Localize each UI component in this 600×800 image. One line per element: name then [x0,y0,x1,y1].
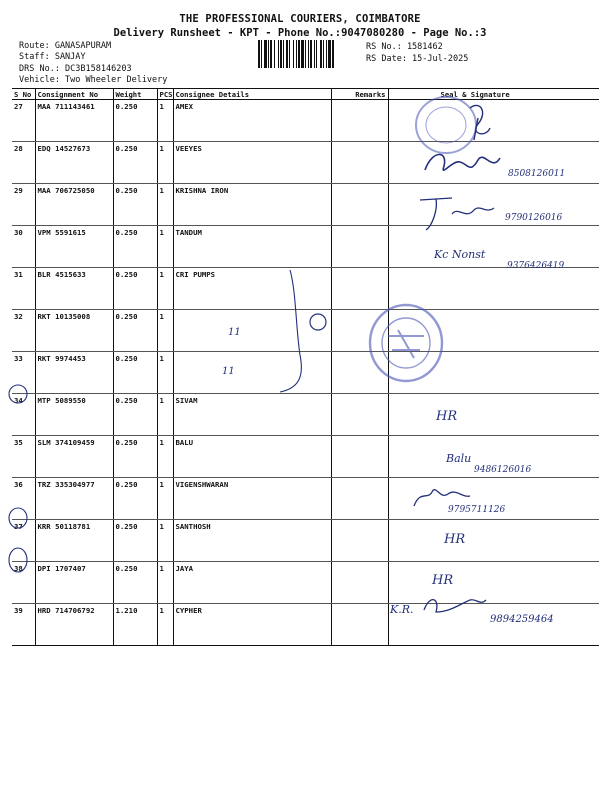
table-row [12,562,599,604]
hr-34: HR [436,409,458,424]
ditto-mark-1: 11 [228,327,241,338]
row-pcs: 1 [157,268,173,310]
barcode-bar [274,40,275,68]
row-consignee: JAYA [173,562,331,604]
barcode-bar [289,40,290,68]
row-weight: 0.250 [113,394,157,436]
row-remarks [331,604,388,646]
barcode-bar [301,40,304,68]
table-row [12,436,599,478]
row-sno: 27 [12,100,35,142]
row-pcs: 1 [157,352,173,394]
row-pcs: 1 [157,394,173,436]
row-pcs: 1 [157,310,173,352]
row-weight: 0.250 [113,436,157,478]
barcode-bar [270,40,272,68]
row-weight: 0.250 [113,100,157,142]
row-pcs: 1 [157,100,173,142]
row-pcs: 1 [157,184,173,226]
row-consignment-no: HRD 714706792 [35,604,113,646]
phone-29: 9790126016 [505,213,563,223]
barcode-bar [280,40,282,68]
row-seal-signature [388,100,599,142]
col-header-remarks: Remarks [331,89,388,100]
row-consignee [173,310,331,352]
row-weight: 0.250 [113,184,157,226]
row-seal-signature [388,520,599,562]
hr-37: HR [444,532,466,547]
row-consignee: BALU [173,436,331,478]
barcode-bar [332,40,334,68]
row-weight: 1.210 [113,604,157,646]
rs-date-field: RS Date: 15-Jul-2025 [366,54,469,64]
row-sno: 30 [12,226,35,268]
row-seal-signature [388,268,599,310]
row-weight: 0.250 [113,226,157,268]
barcode-bar [323,40,324,68]
row-pcs: 1 [157,604,173,646]
name-35: Balu [446,452,472,465]
table-row [12,310,599,352]
row-remarks [331,100,388,142]
row-consignee: AMEX [173,100,331,142]
row-weight: 0.250 [113,520,157,562]
row-pcs: 1 [157,478,173,520]
row-consignee: SANTHOSH [173,520,331,562]
barcode-bar [261,40,262,68]
phone-36: 9795711126 [448,505,506,515]
row-seal-signature [388,604,599,646]
row-pcs: 1 [157,520,173,562]
row-weight: 0.250 [113,562,157,604]
table-row [12,100,599,142]
table-row [12,142,599,184]
row-weight: 0.250 [113,142,157,184]
barcode-bar [314,40,315,68]
row-consignee [173,352,331,394]
drs-field: DRS No.: DC3B158146203 [19,64,132,74]
row-pcs: 1 [157,226,173,268]
row-sno: 34 [12,394,35,436]
table-row [12,268,599,310]
barcode-bar [286,40,288,68]
row-consignment-no: RKT 9974453 [35,352,113,394]
hr-38: HR [432,573,454,588]
row-remarks [331,310,388,352]
barcode-bar [296,40,297,68]
row-seal-signature [388,142,599,184]
barcode-bar [268,40,269,68]
row-consignment-no: RKT 10135008 [35,310,113,352]
row-seal-signature [388,226,599,268]
row-consignment-no: EDQ 14527673 [35,142,113,184]
runsheet-subtitle: Delivery Runsheet - KPT - Phone No.:9047080280 - Page No.:3 [113,27,487,39]
row-sno: 29 [12,184,35,226]
barcode-bar [308,40,309,68]
vehicle-field: Vehicle: Two Wheeler Delivery [19,75,168,85]
row-remarks [331,520,388,562]
row-sno: 36 [12,478,35,520]
row-seal-signature [388,562,599,604]
table-row [12,226,599,268]
ditto-mark-2: 11 [222,366,235,377]
name-30: Kc Nonst [434,248,486,261]
barcode-bar [293,40,294,68]
row-sno: 32 [12,310,35,352]
row-consignment-no: KRR 50118781 [35,520,113,562]
name-39: K.R. [390,603,414,616]
row-consignment-no: MTP 5089550 [35,394,113,436]
row-remarks [331,562,388,604]
phone-35: 9486126016 [474,465,532,475]
row-remarks [331,352,388,394]
row-consignment-no: TRZ 335304977 [35,478,113,520]
row-remarks [331,184,388,226]
row-remarks [331,478,388,520]
row-consignee: SIVAM [173,394,331,436]
table-row [12,184,599,226]
company-title: THE PROFESSIONAL COURIERS, COIMBATORE [179,13,421,25]
phone-30: 9376426419 [507,261,565,271]
barcode-bar [316,40,317,68]
col-header-weight: Weight [113,89,157,100]
row-remarks [331,226,388,268]
row-weight: 0.250 [113,352,157,394]
col-header-pcs: PCS [157,89,173,100]
row-consignment-no: MAA 711143461 [35,100,113,142]
row-seal-signature [388,310,599,352]
row-remarks [331,142,388,184]
row-pcs: 1 [157,436,173,478]
col-header-seal: Seal & Signature [388,89,599,100]
row-consignee: VEEYES [173,142,331,184]
row-seal-signature [388,352,599,394]
row-sno: 39 [12,604,35,646]
barcode-bar [258,40,260,68]
rs-no-field: RS No.: 1581462 [366,42,443,52]
table-row [12,352,599,394]
row-consignment-no: BLR 4515633 [35,268,113,310]
table-row [12,394,599,436]
col-header-consignee: Consignee Details [173,89,331,100]
table-row [12,604,599,646]
row-sno: 37 [12,520,35,562]
table-header-row [12,89,599,100]
row-remarks [331,394,388,436]
col-header-consignment: Consignment No [35,89,113,100]
row-consignee: VIGENSHWARAN [173,478,331,520]
row-consignee: TANDUM [173,226,331,268]
row-sno: 28 [12,142,35,184]
row-pcs: 1 [157,562,173,604]
barcode-bar [283,40,284,68]
barcode-bar [298,40,300,68]
row-pcs: 1 [157,142,173,184]
runsheet-table [12,88,599,646]
row-consignment-no: DPI 1707407 [35,562,113,604]
barcode-bar [326,40,327,68]
row-consignment-no: MAA 706725050 [35,184,113,226]
row-consignment-no: SLM 374109459 [35,436,113,478]
barcode [258,40,360,68]
barcode-bar [278,40,279,68]
row-weight: 0.250 [113,310,157,352]
row-consignee: KRISHNA IRON [173,184,331,226]
row-consignment-no: VPM 5591615 [35,226,113,268]
table-row [12,520,599,562]
barcode-bar [310,40,312,68]
row-consignee: CYPHER [173,604,331,646]
row-sno: 31 [12,268,35,310]
barcode-bar [264,40,267,68]
row-seal-signature [388,184,599,226]
row-remarks [331,268,388,310]
row-weight: 0.250 [113,268,157,310]
barcode-bar [320,40,322,68]
barcode-bar [328,40,331,68]
row-sno: 35 [12,436,35,478]
row-seal-signature [388,436,599,478]
phone-39: 9894259464 [490,614,554,625]
col-header-sno: S No [12,89,35,100]
table-row [12,478,599,520]
route-field: Route: GANASAPURAM [19,41,112,51]
row-seal-signature [388,478,599,520]
phone-28: 8508126011 [508,169,566,179]
staff-field: Staff: SANJAY [19,52,86,62]
row-sno: 38 [12,562,35,604]
row-sno: 33 [12,352,35,394]
row-weight: 0.250 [113,478,157,520]
row-consignee: CRI PUMPS [173,268,331,310]
row-seal-signature [388,394,599,436]
row-remarks [331,436,388,478]
barcode-bar [305,40,306,68]
